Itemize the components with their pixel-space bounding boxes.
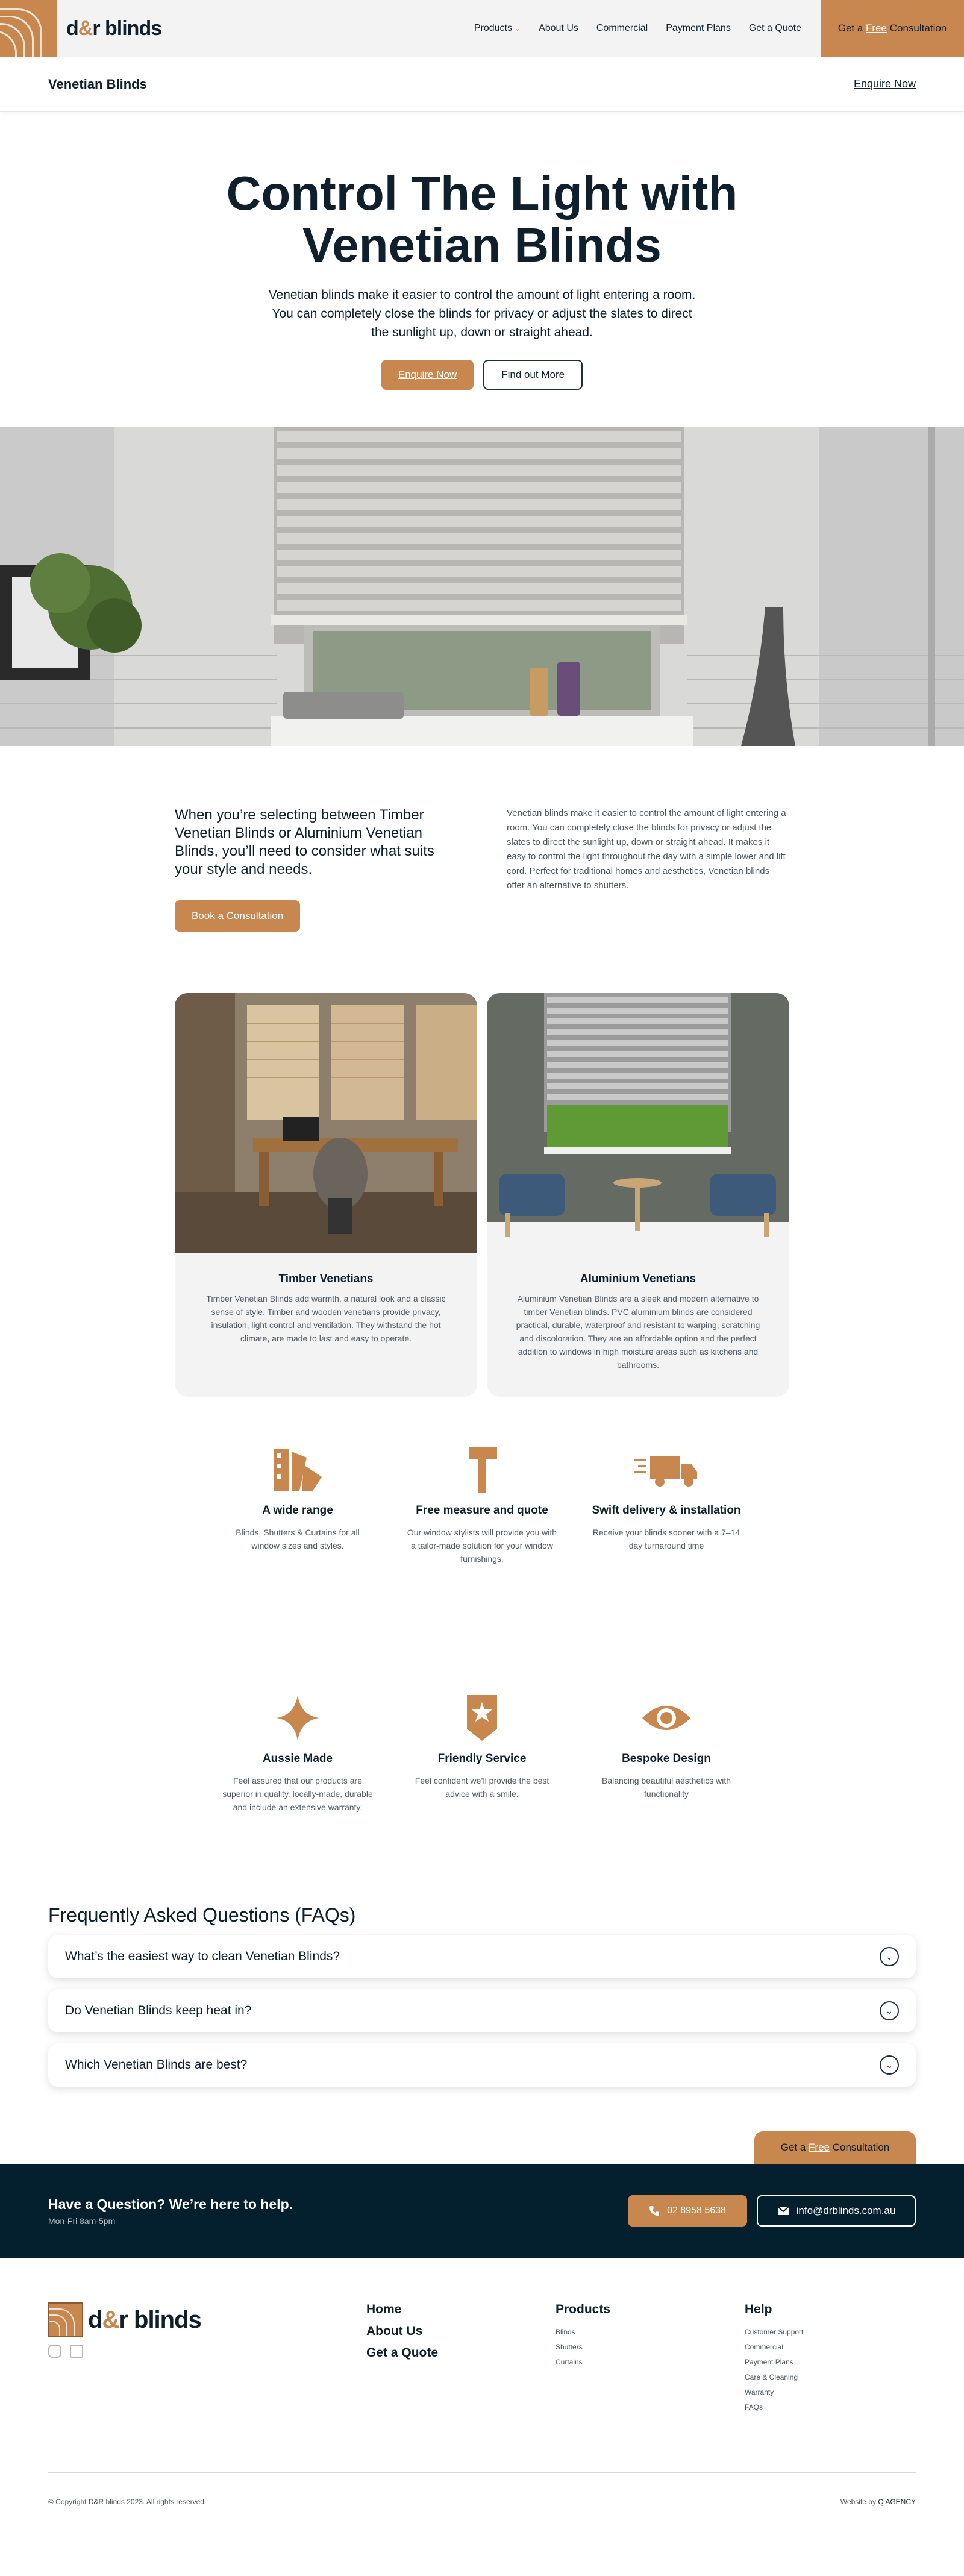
hero-text: Venetian blinds make it easier to control the amount of light entering a room. You can completely close the blinds for privacy or adjust the slates to direct the sunlight up, down or straight ahead. <box>268 288 696 339</box>
faq-item[interactable]: Which Venetian Blinds are best? ⌄ <box>48 2043 916 2087</box>
footer-link[interactable]: Commercial <box>745 2343 784 2351</box>
truck-icon <box>579 1443 754 1497</box>
copyright: © Copyright D&R blinds 2023. All rights reserved. <box>48 2497 207 2506</box>
card-timber-venetians[interactable] <box>175 993 477 1397</box>
hero-photo <box>0 427 964 746</box>
footer-about-link[interactable]: About Us <box>366 2324 423 2338</box>
swatch-icon <box>210 1443 385 1497</box>
nav-about[interactable]: About Us <box>539 23 578 33</box>
feature-item <box>395 1443 569 1656</box>
feature-text: Feel confident we’ll provide the best advice with a smile. <box>415 1776 549 1799</box>
enquire-now-button[interactable]: Enquire Now <box>381 360 474 390</box>
agency-link[interactable]: Q AGENCY <box>878 2497 916 2506</box>
page-subbar <box>0 57 964 112</box>
hero-title: Control The Light with Venetian Blinds <box>226 166 738 272</box>
main-menu <box>474 0 801 57</box>
footer-quote-link[interactable]: Get a Quote <box>366 2346 439 2360</box>
phone-button[interactable]: 02 8958 5638 <box>628 2195 747 2227</box>
product-cards <box>0 993 964 1443</box>
feature-text: Receive your blinds sooner with a 7–14 day turnaround time <box>592 1528 740 1550</box>
nav-payment-plans[interactable]: Payment Plans <box>666 23 731 33</box>
feature-text: Our window stylists will provide you with a tailor-made solution for your window furnishings. <box>407 1528 557 1564</box>
intro-section <box>0 746 964 993</box>
footer-products: Products Blinds Shutters Curtains <box>556 2302 611 2366</box>
footer-bottom <box>48 2472 916 2530</box>
free-consultation-button[interactable]: Get a Free Consultation <box>821 0 964 57</box>
top-nav <box>0 0 964 57</box>
footer-main-links <box>366 2302 438 2368</box>
footer-link[interactable]: Payment Plans <box>745 2358 793 2366</box>
mail-icon <box>777 2206 789 2216</box>
feature-title: Aussie Made <box>262 1752 333 1765</box>
hero <box>0 112 964 427</box>
instagram-icon[interactable] <box>48 2345 61 2358</box>
faq-item[interactable]: Do Venetian Blinds keep heat in? ⌄ <box>48 1989 916 2032</box>
intro-text: Venetian blinds make it easier to control the amount of light entering a room. You can completely close the blinds for privacy or adjust the slates to direct the sunlight up, down or straight ahead. It makes it easy to control the light throughout the day with a simple lower and lift cord. Perfect for traditional homes and aesthetics, Venetian blinds offer an alternative to shutters. <box>507 808 786 891</box>
logo-text: d&r blinds <box>66 16 162 40</box>
nav-products[interactable]: Products ⌄ <box>474 23 521 33</box>
faq-section <box>0 1904 964 2087</box>
footer-help: Help Customer Support Commercial Payment Plans Care & Cleaning Warranty FAQs <box>745 2302 804 2411</box>
footer-link[interactable]: Care & Cleaning <box>745 2373 798 2381</box>
feature-item <box>210 1443 385 1656</box>
intro-heading: When you’re selecting between Timber Venetian Blinds or Aluminium Venetian Blinds, you’ll need to consider what suits your style and needs. <box>175 807 434 877</box>
find-out-more-button[interactable]: Find out More <box>483 360 583 390</box>
feature-title: Swift delivery & installation <box>592 1504 741 1517</box>
faq-item[interactable]: What’s the easiest way to clean Venetian Blinds? ⌄ <box>48 1935 916 1978</box>
footer-link[interactable]: FAQs <box>745 2403 763 2411</box>
feature-item <box>210 1691 385 1904</box>
page-title: Venetian Blinds <box>48 76 147 92</box>
footer-link[interactable]: Curtains <box>556 2358 583 2366</box>
eye-icon <box>579 1691 754 1745</box>
logo[interactable] <box>0 0 161 57</box>
feature-text: Feel assured that our products are superior in quality, locally-made, durable and include an extensive warranty. <box>222 1776 373 1812</box>
feature-text: Balancing beautiful aesthetics with functionality <box>601 1776 731 1799</box>
feature-text: Blinds, Shutters & Curtains for all window sizes and styles. <box>236 1528 360 1550</box>
footer-logo[interactable]: d&r blinds <box>48 2302 201 2358</box>
floating-consultation-button[interactable]: Get a Free Consultation <box>754 2131 916 2164</box>
nav-commercial[interactable]: Commercial <box>596 23 648 33</box>
card-text: Aluminium Venetian Blinds are a sleek and modern alternative to timber Venetian blinds. PVC aluminium blinds are considered practical, durable, waterproof and resistant to warping, scratching and discoloration. They are an affordable option and the perfect addition to windows in high moisture areas such as kitchens and bathrooms. <box>516 1294 760 1370</box>
contact-hours: Mon-Fri 8am-5pm <box>48 2216 116 2226</box>
footer-link[interactable]: Blinds <box>556 2328 575 2336</box>
chevron-down-icon[interactable]: ⌄ <box>880 2055 899 2075</box>
footer <box>0 2258 964 2472</box>
email-button[interactable]: info@drblinds.com.au <box>757 2195 916 2227</box>
contact-band <box>0 2164 964 2258</box>
feature-title: Free measure and quote <box>416 1504 548 1517</box>
features-grid <box>0 1443 964 1904</box>
chevron-down-icon[interactable]: ⌄ <box>880 1947 899 1966</box>
chevron-down-icon: ⌄ <box>515 24 521 33</box>
timber-venetians-photo <box>175 993 477 1253</box>
faq-title: Frequently Asked Questions (FAQs) <box>48 1904 356 1926</box>
phone-icon <box>649 2205 660 2216</box>
footer-link[interactable]: Shutters <box>556 2343 583 2351</box>
feature-item <box>395 1691 569 1904</box>
chevron-down-icon[interactable]: ⌄ <box>880 2001 899 2020</box>
logo-mark-icon <box>0 0 57 57</box>
website-credit: Website by Q AGENCY <box>840 2497 916 2506</box>
contact-heading: Have a Question? We’re here to help. <box>48 2196 293 2212</box>
footer-link[interactable]: Customer Support <box>745 2328 804 2336</box>
enquire-link[interactable]: Enquire Now <box>853 78 916 90</box>
book-consultation-button[interactable]: Book a Consultation <box>175 900 300 932</box>
feature-title: Bespoke Design <box>622 1752 711 1765</box>
sparkle-icon <box>210 1691 385 1745</box>
footer-link[interactable]: Warranty <box>745 2388 774 2396</box>
feature-item <box>579 1443 754 1656</box>
logo-mark-icon <box>48 2302 83 2337</box>
card-title: Timber Venetians <box>278 1273 374 1285</box>
facebook-icon[interactable] <box>70 2345 83 2358</box>
aluminium-venetians-photo <box>487 993 789 1253</box>
feature-item <box>579 1691 754 1904</box>
star-badge-icon <box>395 1691 569 1745</box>
feature-title: Friendly Service <box>437 1752 527 1765</box>
card-text: Timber Venetian Blinds add warmth, a natural look and a classic sense of style. Timber and wooden venetians provide privacy, insulation, light control and ventilation. They withstand the hot climate, are made to last and easy to operate. <box>206 1294 446 1343</box>
feature-title: A wide range <box>262 1504 333 1517</box>
card-title: Aluminium Venetians <box>580 1273 696 1285</box>
footer-home-link[interactable]: Home <box>366 2302 402 2316</box>
nav-get-quote[interactable]: Get a Quote <box>748 23 801 33</box>
card-aluminium-venetians[interactable] <box>487 993 789 1397</box>
hammer-icon <box>395 1443 569 1497</box>
